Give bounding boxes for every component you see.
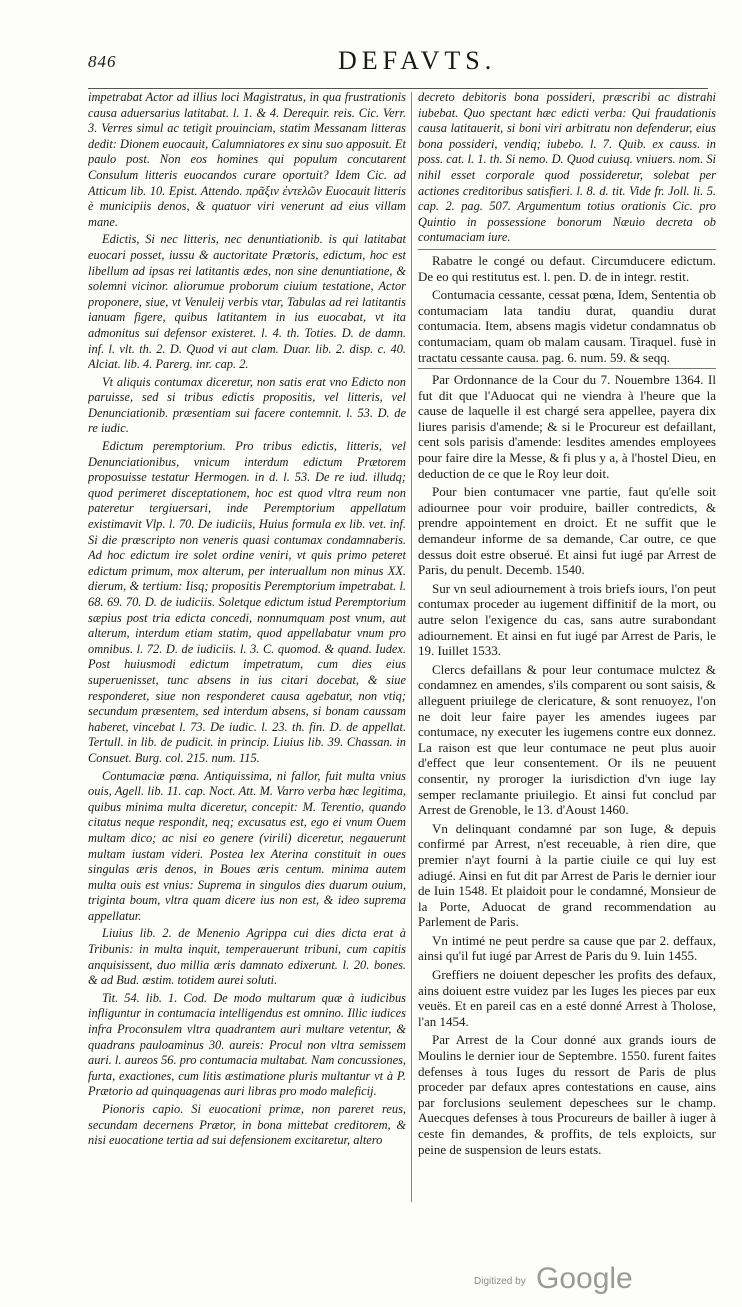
right-paragraph: Greffiers ne doiuent depescher les profits des defaux, ains doiuent estre vuidez par les Iuges les pieces par eux veuës. Et en pareil cas en a esté donné Arrest à Tholose, l'an 1454. <box>418 967 716 1029</box>
column-divider <box>411 92 412 1202</box>
left-paragraph: Vt aliquis contumax diceretur, non satis erat vno Edicto non paruisse, sed si tribus edictis propositis, vel litteris, vel Denunciationib. præsentiam sui facere contemnit. l. 53. D. de re iudic. <box>88 374 406 436</box>
left-paragraph: Pionoris capio. Si euocationi primæ, non pareret reus, secundam decernens Prætor, in bona mittebat creditorem, & nisi euocatione tertia ad sui defensionem excitaretur, altero <box>88 1102 406 1148</box>
right-paragraph: Par Arrest de la Cour donné aux grands iours de Moulins le dernier iour de Septembre. 1550. furent faites defenses à tous Iuges du ressort de Paris de plus proceder par defaux apres contestations en cause, ains par forclusions seulement depeschees sur le champ. Auecques defenses à tous Procureurs de bailler à iuger à ceste fin demandes, & proffits, de tels exploicts, sur peine de suspension de leurs estats. <box>418 1032 716 1157</box>
right-paragraph: Par Ordonnance de la Cour du 7. Nouembre 1364. Il fut dit que l'Aduocat qui ne viendra à l'heure que la cause de laquelle il est chargé sera appellee, payera dix liures parisis d'amende; & si le Procureur est defaillant, cent sols parisis d'amende: lesdites amendes employees pour faire dire la Messe, & fi plus y a, à l'hostel Dieu, en deduction de ce que le Roy leur doit. <box>418 372 716 481</box>
section-rule <box>418 368 716 369</box>
google-logo: Google <box>536 1262 633 1295</box>
left-column <box>88 90 406 1260</box>
right-paragraph: Vn delinquant condamné par son Iuge, & depuis confirmé par Arrest, n'est receuable, à rien dire, que premier n'ayt fourni à la partie ciuile ce qui luy est adiugé. Ainsi en fut dit par Arrest de Paris le dernier iour de Iuin 1548. Et plaidoit pour le condamné, Monsieur de la Porte, Aduocat de grand recommendation au Parlement de Paris. <box>418 820 716 930</box>
left-paragraph: Edictis, Si nec litteris, nec denuntiationib. is qui latitabat euocari posset, iussu & auctoritate Prætoris, edictum, hoc est libellum ad ipsas rei latitantis ædes, non sine denuntiatione, & solemni vicinor. aliorumue proborum ciuium testatione, Actor proponere, siue, vt Venuleij verbis vtar, Tabulas ad rei latitantis ianuam figere, quibus latitantem in ius euocabat, vt ita admonitus sui defensor existeret. l. 4. th. Toties. D. de damn. inf. l. vlt. th. 2. D. Quod vi aut clam. Duar. lib. 2. disp. c. 40. Alciat. lib. 4. Parerg. inr. cap. 2. <box>88 232 406 372</box>
right-paragraph: Vn intimé ne peut perdre sa cause que par 2. deffaux, ainsi qu'il fut iugé par Arrest de Paris du 9. Iuin 1455. <box>418 932 716 964</box>
left-paragraph: Contumaciæ pœna. Antiquissima, ni fallor, fuit multa vnius ouis, Agell. lib. 11. cap. Noct. Att. M. Varro verba hæc legitima, quibus minima multa diceretur, concepit: M. Terentio, quando citatus neque respondit, neq; excusatus est, ego ei vnum Ouem multam dico; ac nisi eo genere (virili) diceretur, negauerunt multam iustam videri. Postea lex Aterina constituit in oues singulas æris denos, in Boues æris centum. minima autem multa ouis est vnius: Suprema in singulos dies duarum ouium, triginta boum, vltra quam dicere ius non est, & ideo suprema appellatur. <box>88 768 406 923</box>
right-latin-note: decreto debitoris bona possideri, præscribi ac distrahi iubebat. Quo spectant hæc edicti verba: Qui fraudationis causa latitauerit, si boni viri arbitratu non defenderur, eius bona possideri, vendiq; iubebo. l. 7. Quib. ex causs. in poss. cat. l. 1. th. Si nemo. D. Quod cuiusq. vniuers. nom. Si nihil esset corporale quod possideretur, solebat per actiones creditoribus satisfieri. l. 8. d. tit. Vide fr. Joll. li. 5. cap. 2. pag. 507. Argumentum totius orationis Cic. pro Quintio in possessione bonorum Næuio decreta ob contumaciam iure. <box>418 90 716 245</box>
right-paragraph: Pour bien contumacer vne partie, faut qu'elle soit adiournee pour voir produire, bailler contredicts, & prendre appointement en droict. Et ne suffit que le demandeur informe de sa demande, Car outre, ce que dessus doit estre obserué. Et ainsi fut iugé par Arrest de Paris, du penult. Decemb. 1540. <box>418 484 716 578</box>
header-rule <box>88 88 708 89</box>
page-header <box>88 46 708 76</box>
running-head: DEFAVTS. <box>338 46 497 75</box>
left-paragraph: impetrabat Actor ad illius loci Magistratus, in qua frustrationis causa aduersarius latitabat. l. 1. & 4. Derequir. reis. Cic. Verr. 3. Verres simul ac tetigit prouinciam, statim Messanam litteras dedit: Dionem euocauit, Calumniatores ex sinu suo apposuit. Et paulo post. Non eos homines qui populum concutarent Consulum litteris euocandos curare oportuit? Idem Cic. ad Atticum lib. 10. Epist. Attendo. πρᾶξιν ἐντελῶν Euocauit litteris è municipiis denos, & quatuor viri venerunt ad eius villam mane. <box>88 90 406 229</box>
left-paragraph: Edictum peremptorium. Pro tribus edictis, litteris, vel Denunciationibus, vnicum interdum edictum Prætorem proposuisse testatur Hermogen. in d. l. 53. De re iud. illudq; quod perimeret disceptationem, hoc est quod vltra reum non pateretur tergiuersari, inde Peremptorium appellatum existimavit Vlp. l. 70. De iudiciis, Huius formula ex lib. vet. inf. Si die præscripto non veneris quasi contumax condamnaberis. Ad hoc edictum ire solet ordine veniri, vt quis primo peteret edictum primum, mox alterum, per interuallum non minus XX. dierum, & tertium: Iisq; propositis Peremptorium impetrabat. l. 68. 69. 70. D. de iudiciis. Soletque edictum istud Peremptorium sæpius post tria edicta concedi, nonnumquam post vnum, aut alterum, interdum etiam statim, quod appellabatur vnum pro omnibus. l. 72. D. de iudiciis. l. 3. C. quomod. & quand. Iudex. Post huiusmodi edictum impetratum, cum dies eius superuenisset, tunc absens in ius citari docebat, & siue responderet, siue non responderet causa agebatur, non vtiq; secundum præsentem, sed interdum absens, si bonam caussam haberet, vincebat l. 73. De iudic. l. 23. th. fin. D. de appellat. Tertull. in lib. de pudicit. in princip. Liuius lib. 39. Chassan. in Consuet. Burg. col. 215. num. 115. <box>88 439 406 765</box>
left-paragraph: Liuius lib. 2. de Menenio Agrippa cui dies dicta erat à Tribunis: in multa inquit, temperauerunt tribuni, cum capitis anquisissent, duo millia æris damnato edixerunt. l. 20. bones. & ad Bud. æstim. totidem aurei soluti. <box>88 926 406 988</box>
page-number: 846 <box>88 52 117 71</box>
right-paragraph: Contumacia cessante, cessat pœna, Idem, Sententia ob contumaciam lata tandiu durat, quandiu durat contumacia. Item, absens magis videtur condamnatus ob contumaciam, quam ob malam causam. Tiraquel. fusè in tractatu cessante causa. pag. 6. num. 59. & seqq. <box>418 287 716 365</box>
left-paragraph: Tit. 54. lib. 1. Cod. De modo multarum quæ à iudicibus infliguntur in contumacia intelligendus est omnino. Illic iudices infra Proconsulem vltra quadrantem auri multare vetentur, & quadrans pauloaminus 30. aureis: Procul non vltra semissem auri. l. aureos 56. pro contumacia multabat. Nam concussiones, furta, exactiones, cum litis æstimatione pluris multantur vt à P. Prætorio ad quinquagenas auri libras pro modo maleficij. <box>88 990 406 1099</box>
right-column <box>418 90 716 1170</box>
google-watermark <box>474 1262 714 1298</box>
digitized-by-label: Digitized by <box>474 1276 526 1287</box>
right-paragraph: Clercs defaillans & pour leur contumace mulctez & condamnez en amendes, s'ils comparent ou sont saisis, & alleguent priuilege de clericature, & sont renuoyez, l'on ne doit leur faire payer les amendes iugees par contumace, ny executer les iugemens contre eux donnez. La raison est que leur contumace ne peut plus auoir d'effect que leur consentement. Or ils ne peuuent consentir, ny proroger la iurisdiction d'vn iuge lay semper reclamante priuilegio. Et ainsi fut conclud par Arrest de Grenoble, le 13. d'Aoust 1460. <box>418 661 716 818</box>
right-paragraph: Sur vn seul adiournement à trois briefs iours, l'on peut contumax proceder au iugement diffinitif de la mort, ou autre selon l'exigence du cas, sans autre surabondant adiournement. Et ainsi en fut iugé par Arrest de Paris, le 19. Iuillet 1533. <box>418 580 716 659</box>
right-paragraph: Rabatre le congé ou defaut. Circumducere edictum. De eo qui restitutus est. l. pen. D. de in integr. restit. <box>418 252 716 284</box>
section-rule <box>418 249 716 250</box>
